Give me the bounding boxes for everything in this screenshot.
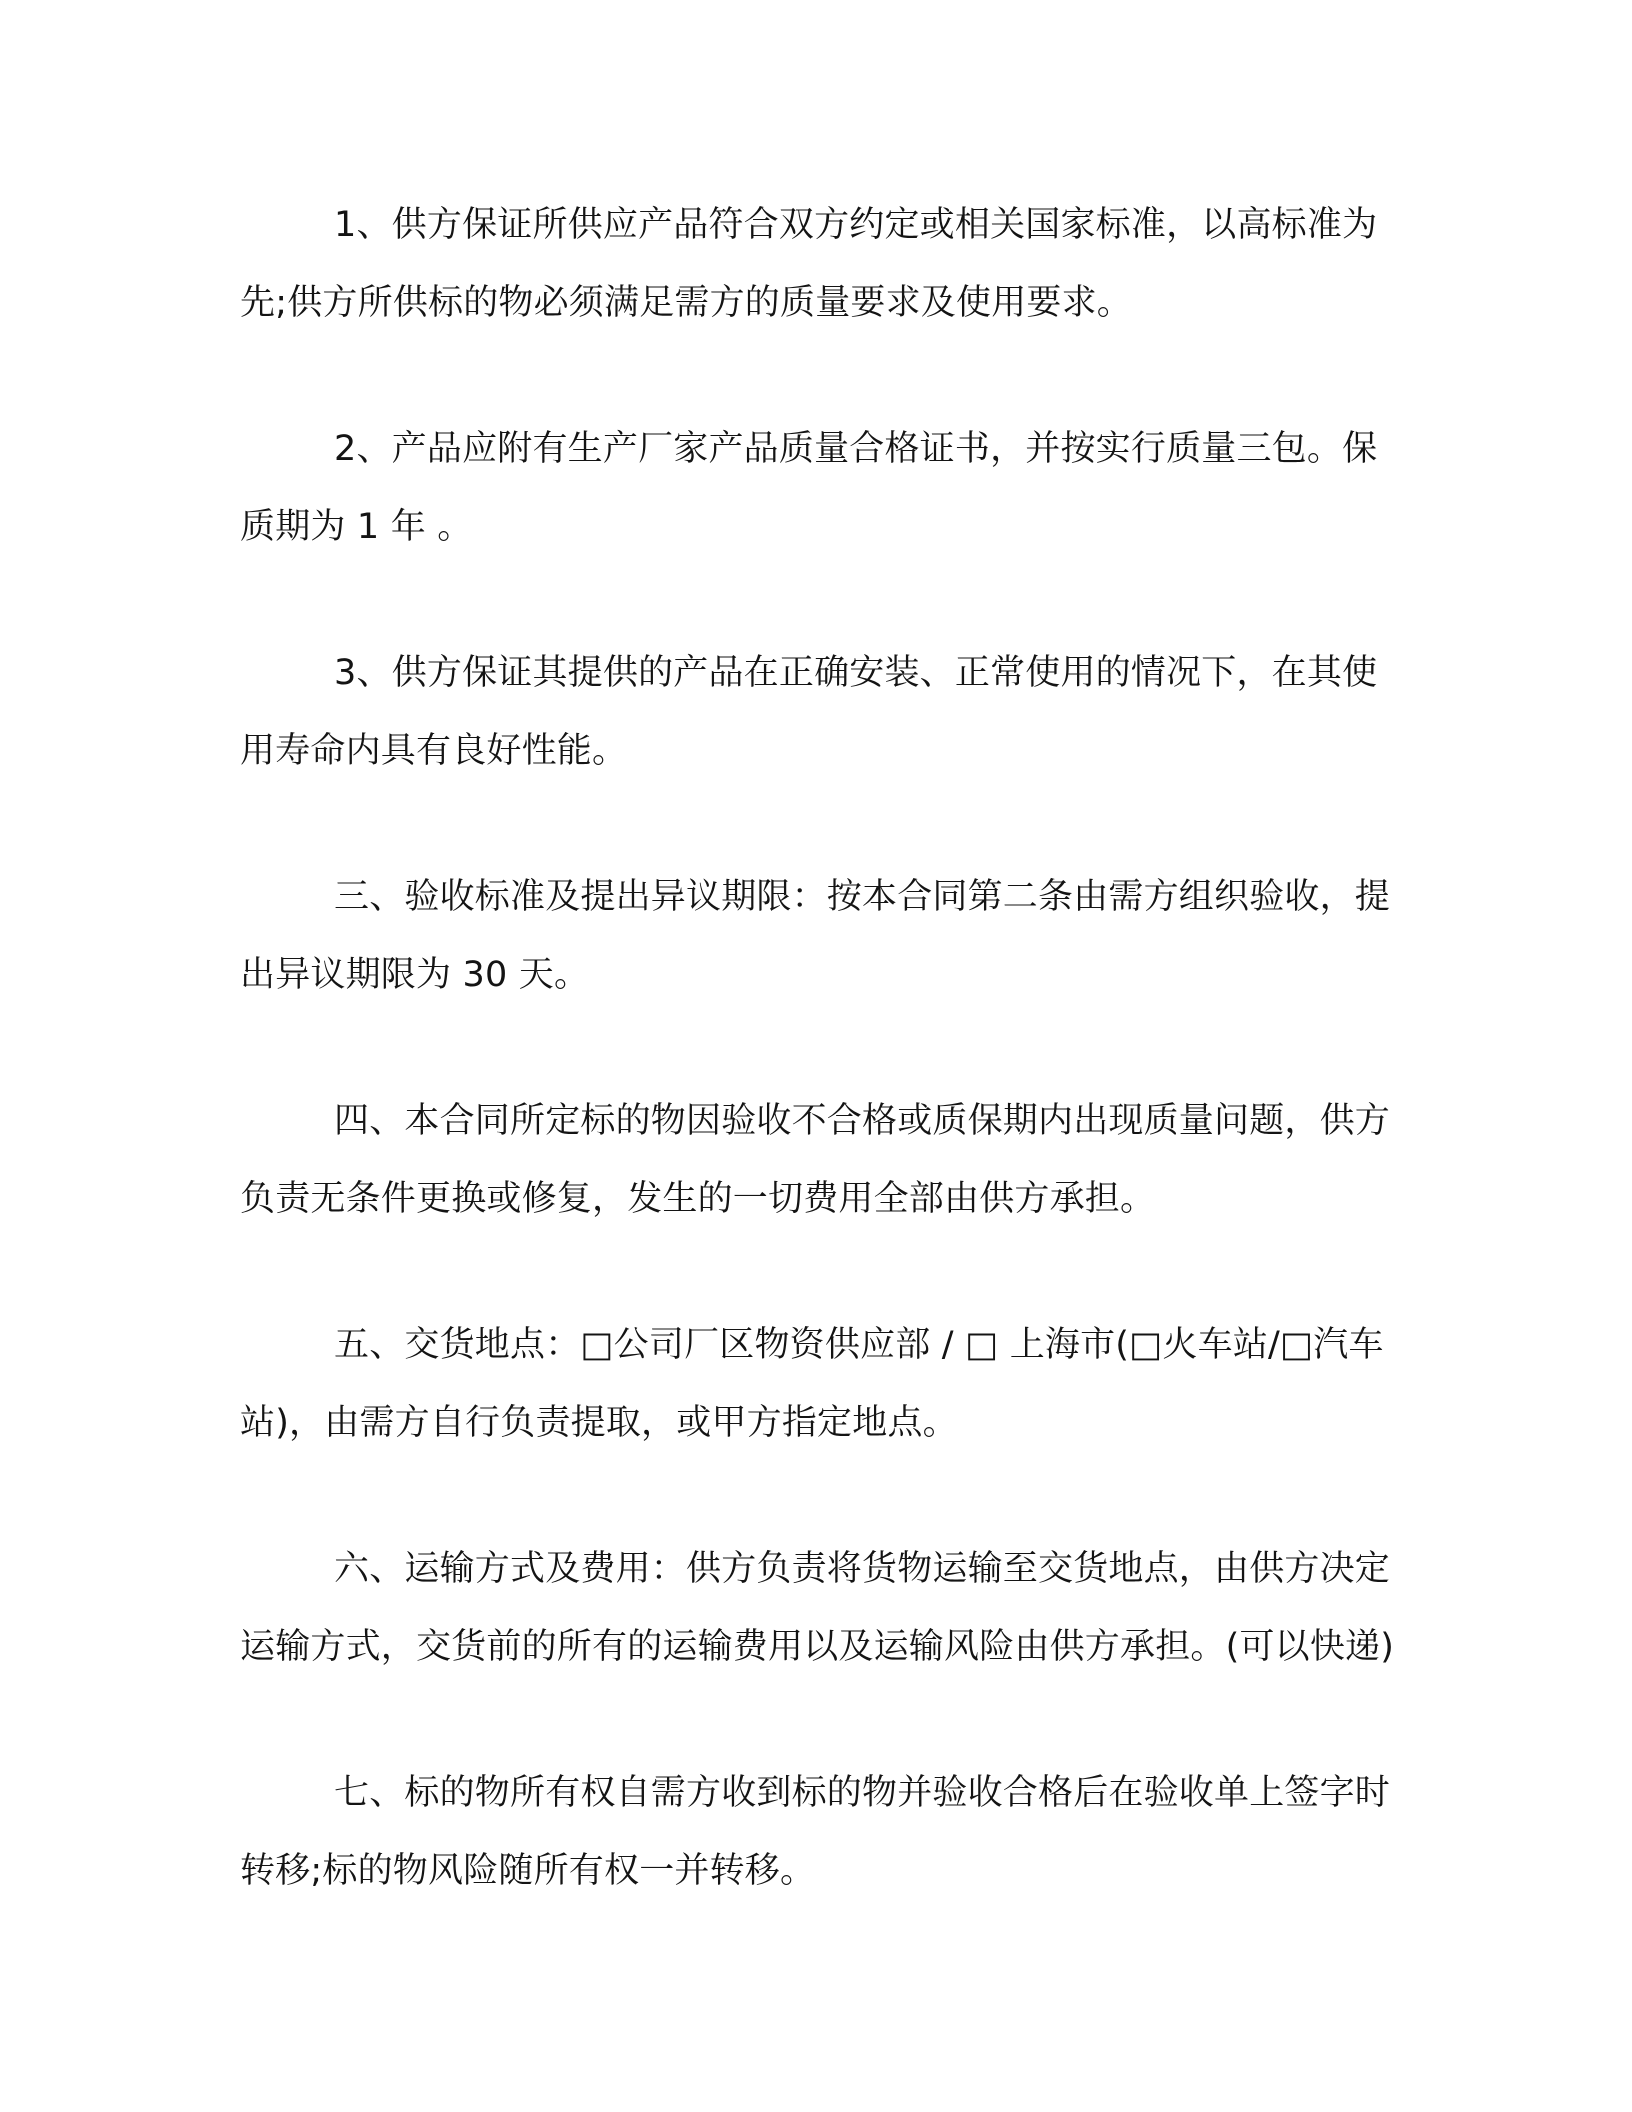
document-body [240, 186, 1410, 1978]
delivery-location-paragraph: 五、交货地点：□公司厂区物资供应部 / □ 上海市(□火车站/□汽车站)，由需方自行负责提取，或甲方指定地点。 [240, 1325, 1384, 1443]
clause-3-paragraph: 3、供方保证其提供的产品在正确安装、正常使用的情况下，在其使用寿命内具有良好性能。 [240, 653, 1378, 771]
clause-1-paragraph: 1、供方保证所供应产品符合双方约定或相关国家标准，以高标准为先;供方所供标的物必须满足需方的质量要求及使用要求。 [240, 205, 1378, 323]
clause-2-paragraph: 2、产品应附有生产厂家产品质量合格证书，并按实行质量三包。保质期为 1 年 。 [240, 429, 1378, 547]
acceptance-standard-paragraph: 三、验收标准及提出异议期限：按本合同第二条由需方组织验收，提出异议期限为 30 天。 [240, 877, 1391, 995]
ownership-transfer-paragraph: 七、标的物所有权自需方收到标的物并验收合格后在验收单上签字时转移;标的物风险随所有权一并转移。 [240, 1773, 1391, 1891]
quality-defects-paragraph: 四、本合同所定标的物因验收不合格或质保期内出现质量问题，供方负责无条件更换或修复，发生的一切费用全部由供方承担。 [240, 1101, 1391, 1219]
transport-method-paragraph: 六、运输方式及费用：供方负责将货物运输至交货地点，由供方决定运输方式，交货前的所有的运输费用以及运输风险由供方承担。(可以快递) [240, 1549, 1395, 1667]
